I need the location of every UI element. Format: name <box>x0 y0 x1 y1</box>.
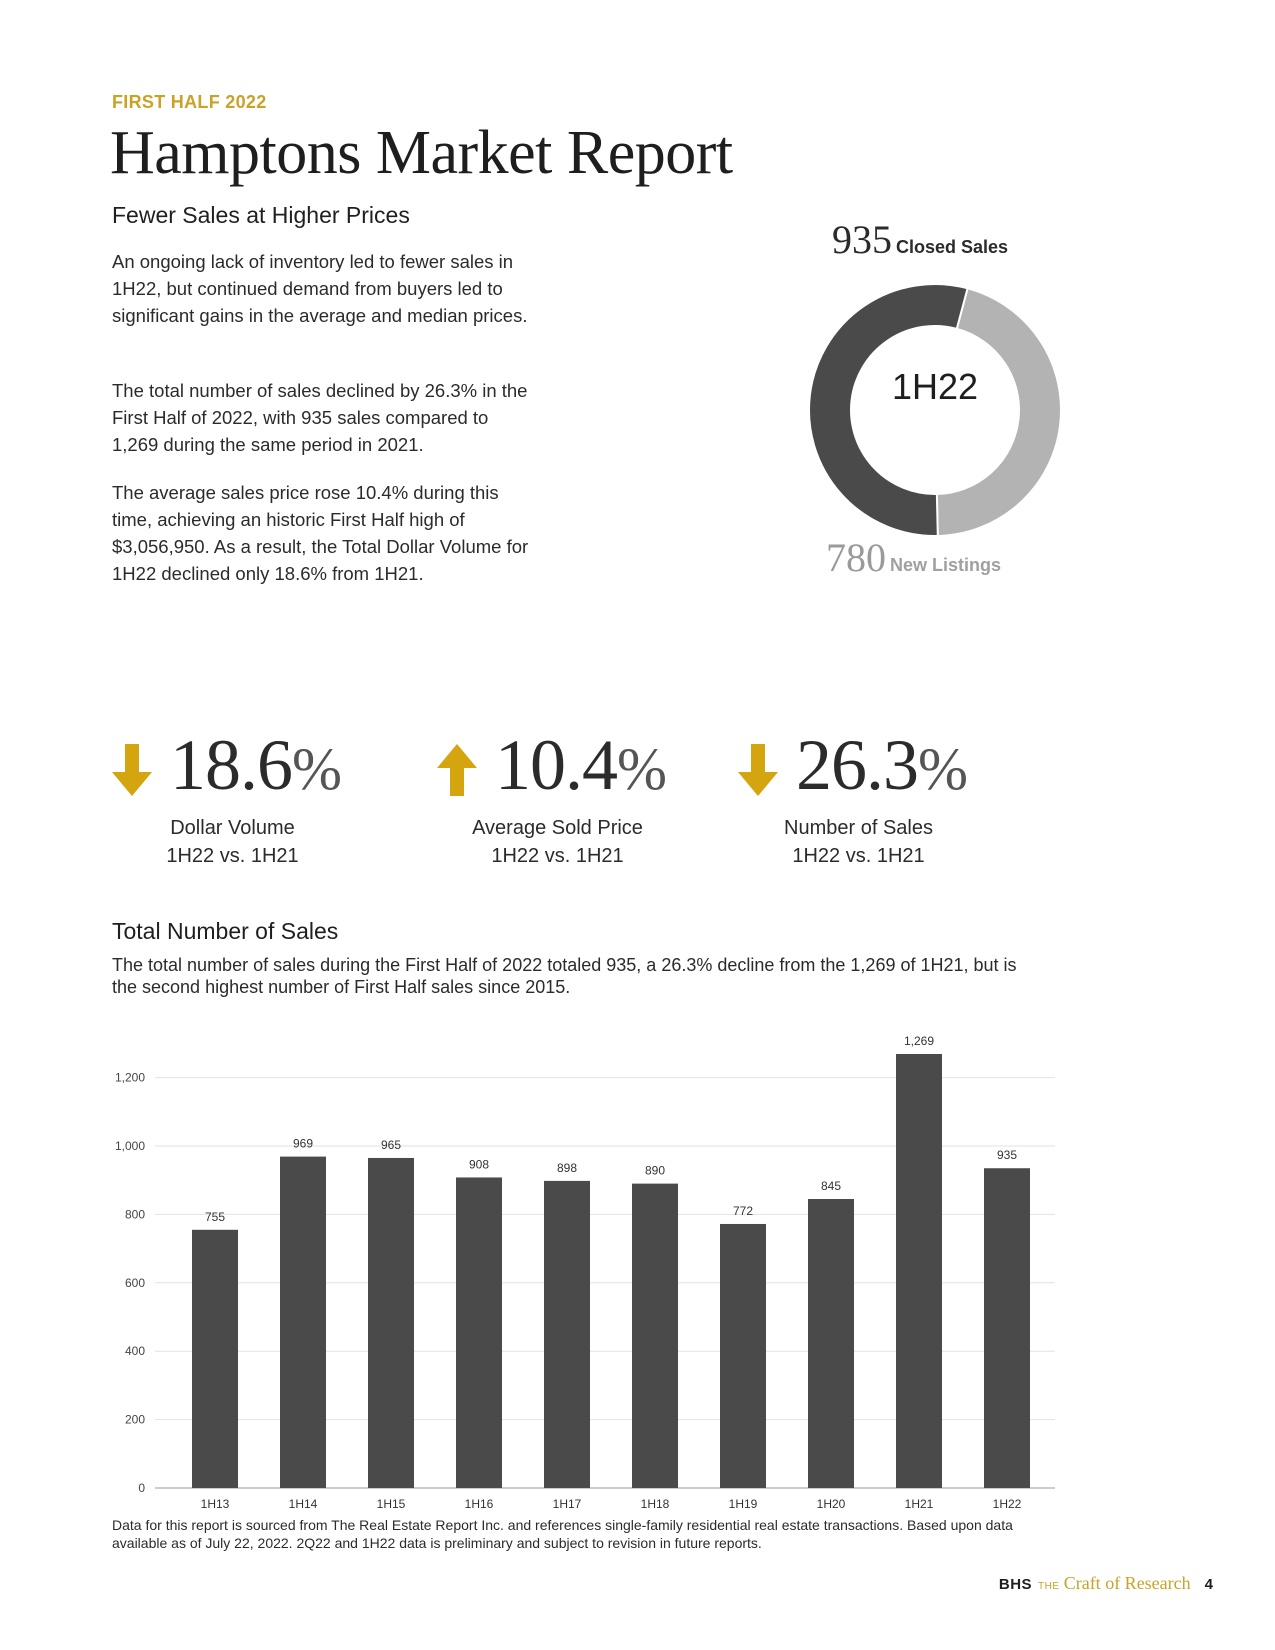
kpi-number: 26.3 <box>796 725 918 805</box>
section-heading-fewer-sales: Fewer Sales at Higher Prices <box>112 202 410 228</box>
x-tick-label: 1H15 <box>376 1497 406 1510</box>
kpi-value <box>170 724 341 807</box>
bar <box>368 1158 414 1488</box>
chart-bars <box>192 1054 1030 1488</box>
kpi-label-line1: Dollar Volume <box>170 817 295 839</box>
down-arrow-icon <box>110 744 154 796</box>
kpi-label-line2: 1H22 vs. 1H21 <box>166 845 299 867</box>
sales-donut-chart <box>790 216 1080 580</box>
kpi-label <box>736 814 981 870</box>
kpi-value <box>796 724 967 807</box>
chart-value-labels <box>205 1034 1017 1224</box>
bar-value-label: 935 <box>996 1148 1018 1163</box>
kpi-percent-sign: % <box>617 736 666 802</box>
bar <box>280 1157 326 1488</box>
x-tick-label: 1H21 <box>904 1497 934 1510</box>
bar <box>984 1168 1030 1488</box>
intro-paragraph-2: The total number of sales declined by 26.3% in the First Half of 2022, with 935 sales compared to 1,269 during the same period in 2021. <box>112 380 528 455</box>
chart-title: Total Number of Sales <box>112 918 339 944</box>
bar-value-label: 1,269 <box>903 1034 935 1048</box>
closed-sales-value: 935 <box>832 217 892 262</box>
bar <box>808 1199 854 1488</box>
y-tick-label: 800 <box>124 1207 145 1222</box>
kpi-label <box>110 814 355 870</box>
kpi-number: 10.4 <box>495 725 617 805</box>
new-listings-value: 780 <box>826 535 886 580</box>
page-number: 4 <box>1204 1576 1213 1593</box>
brand-tagline: Craft of Research <box>1063 1573 1191 1593</box>
bar-value-label: 755 <box>204 1209 226 1224</box>
bar-value-label: 890 <box>644 1163 666 1178</box>
x-tick-label: 1H14 <box>288 1497 318 1510</box>
page-title: Hamptons Market Report <box>110 119 733 187</box>
donut-center-label: 1H22 <box>891 366 979 407</box>
kpi-percent-sign: % <box>918 736 967 802</box>
y-tick-label: 0 <box>138 1481 145 1495</box>
bar <box>456 1177 502 1488</box>
x-tick-label: 1H20 <box>816 1497 846 1510</box>
bar <box>896 1054 942 1488</box>
intro-paragraph-3: The average sales price rose 10.4% during this time, achieving an historic First Half high of $3,056,950. As a result, the Total Dollar Volume for 1H22 declined only 18.6% from 1H21. <box>112 482 529 584</box>
bar-value-label: 845 <box>820 1179 842 1194</box>
y-tick-label: 1,000 <box>114 1138 145 1153</box>
report-eyebrow: FIRST HALF 2022 <box>112 92 267 112</box>
up-arrow-icon <box>435 744 479 796</box>
bar-value-label: 969 <box>292 1136 314 1151</box>
kpi-label-line2: 1H22 vs. 1H21 <box>792 845 925 867</box>
x-tick-label: 1H18 <box>640 1497 670 1510</box>
y-tick-label: 600 <box>124 1275 145 1290</box>
brand-logo-the: THE <box>1038 1581 1060 1592</box>
kpi-label-line1: Average Sold Price <box>472 817 643 839</box>
new-listings-stat <box>826 534 1001 581</box>
kpi-label-line2: 1H22 vs. 1H21 <box>491 845 624 867</box>
intro-paragraph-1: An ongoing lack of inventory led to fewer sales in 1H22, but continued demand from buyers led to significant gains in the average and median prices. <box>112 251 528 326</box>
kpi-number: 18.6 <box>170 725 292 805</box>
new-listings-label: New Listings <box>890 555 1002 575</box>
sales-bar-chart <box>100 1010 1060 1510</box>
data-source-footnote: Data for this report is sourced from The Real Estate Report Inc. and references single-family residential real estate transactions. Based upon data available as of July 22, 2022. 2Q22 and 1H22 data is preliminary and subject to revision in future reports. <box>112 1517 1013 1551</box>
bar <box>720 1224 766 1488</box>
closed-sales-label: Closed Sales <box>896 237 1009 257</box>
closed-sales-stat <box>832 216 1008 263</box>
x-tick-label: 1H22 <box>992 1497 1022 1510</box>
kpi-percent-sign: % <box>292 736 341 802</box>
kpi-label <box>435 814 680 870</box>
chart-y-axis <box>115 1071 145 1495</box>
y-tick-label: 1,200 <box>114 1070 145 1085</box>
x-tick-label: 1H19 <box>728 1497 758 1510</box>
kpi-value <box>495 724 666 807</box>
bar-value-label: 965 <box>380 1137 402 1152</box>
chart-x-axis <box>201 1497 1022 1510</box>
y-tick-label: 400 <box>124 1344 145 1359</box>
chart-description: The total number of sales during the First Half of 2022 totaled 935, a 26.3% decline from the 1,269 of 1H21, but is the second highest number of First Half sales since 2015. <box>112 955 1017 997</box>
bar <box>544 1181 590 1488</box>
y-tick-label: 200 <box>124 1412 145 1427</box>
x-tick-label: 1H17 <box>552 1497 582 1510</box>
x-tick-label: 1H13 <box>200 1497 230 1510</box>
brand-footer <box>999 1573 1213 1594</box>
bar-value-label: 908 <box>468 1157 490 1172</box>
bar <box>632 1184 678 1488</box>
bar <box>192 1230 238 1488</box>
bar-value-label: 898 <box>556 1160 578 1175</box>
down-arrow-icon <box>736 744 780 796</box>
kpi-label-line1: Number of Sales <box>784 817 933 839</box>
x-tick-label: 1H16 <box>464 1497 494 1510</box>
brand-logo-bhs: BHS <box>998 1576 1033 1593</box>
bar-value-label: 772 <box>732 1203 754 1218</box>
